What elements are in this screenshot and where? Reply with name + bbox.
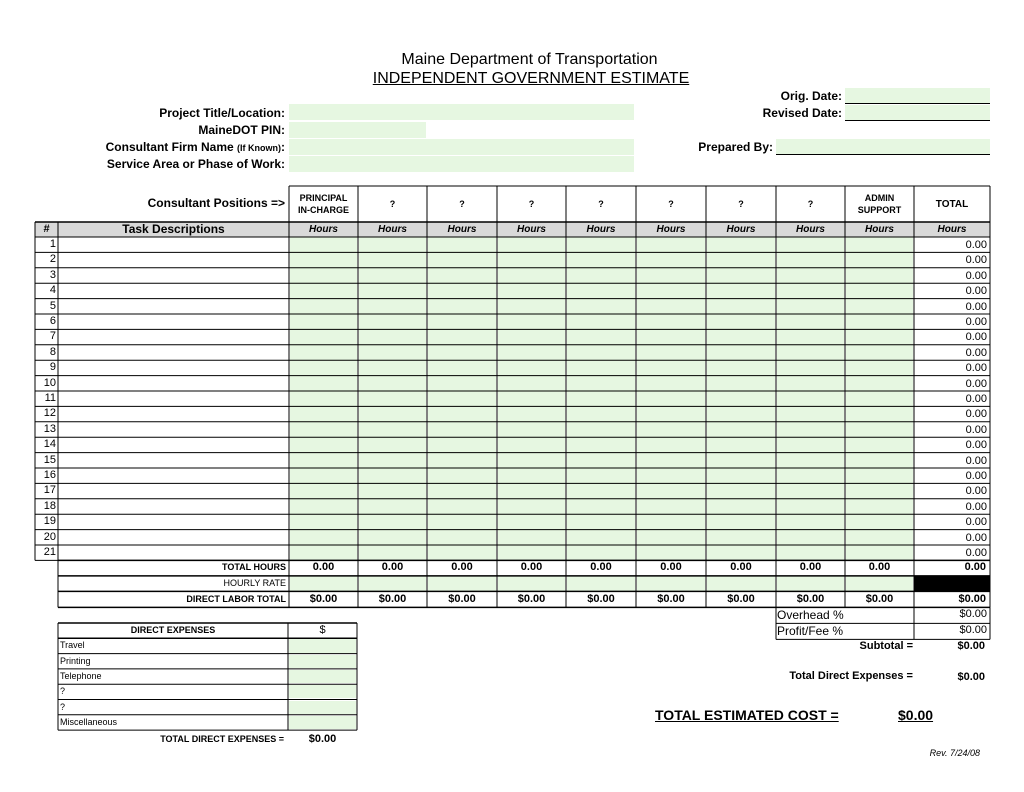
- position-header: ?: [389, 199, 396, 209]
- direct-labor-value: $0.00: [448, 593, 476, 606]
- firm-name-label: Consultant Firm Name (If Known):: [105, 140, 285, 154]
- direct-labor-value: $0.00: [796, 593, 825, 606]
- row-total: 0.00: [965, 377, 987, 390]
- total-hours-label: TOTAL HOURS: [221, 562, 286, 573]
- hours-label: Hours: [937, 224, 967, 235]
- hours-label: Hours: [517, 224, 546, 235]
- profit-fee-label: Profit/Fee %: [777, 624, 844, 638]
- total-estimated-cost-label: TOTAL ESTIMATED COST =: [655, 707, 839, 723]
- row-number: 17: [43, 484, 56, 497]
- direct-labor-value: $0.00: [727, 593, 755, 606]
- revised-date-label: Revised Date:: [762, 106, 842, 120]
- expense-item-label: Travel: [60, 640, 85, 651]
- profit-fee-value: $0.00: [959, 624, 987, 636]
- expense-item-label: Printing: [60, 655, 91, 666]
- row-number: 8: [49, 345, 56, 358]
- direct-labor-value: $0.00: [865, 593, 894, 606]
- prepared-by-label: Prepared By:: [698, 140, 773, 154]
- agency-title: Maine Department of Transportation: [401, 51, 658, 68]
- hours-label: Hours: [447, 224, 477, 235]
- direct-labor-value: $0.00: [958, 593, 986, 606]
- row-total: 0.00: [965, 362, 987, 375]
- row-total: 0.00: [965, 239, 987, 251]
- direct-labor-value: $0.00: [517, 593, 546, 606]
- row-total: 0.00: [965, 285, 987, 298]
- total-direct-expenses-value: $0.00: [957, 671, 985, 683]
- hours-label: Hours: [586, 224, 616, 235]
- row-total: 0.00: [965, 470, 987, 482]
- position-header: ?: [807, 199, 814, 209]
- direct-labor-value: $0.00: [309, 593, 338, 606]
- row-number: 4: [49, 284, 56, 297]
- total-hours-value: 0.00: [730, 561, 752, 574]
- row-total: 0.00: [965, 531, 987, 544]
- row-total: 0.00: [965, 316, 987, 328]
- total-hours-value: 0.00: [312, 561, 335, 574]
- row-number: 19: [43, 515, 56, 528]
- total-direct-expenses-row-value: $0.00: [308, 733, 337, 746]
- row-number: 12: [43, 407, 56, 420]
- hours-label: Hours: [865, 224, 894, 235]
- row-total: 0.00: [965, 393, 987, 405]
- total-hours-value: 0.00: [660, 561, 682, 574]
- total-direct-expenses-row-label: TOTAL DIRECT EXPENSES =: [160, 734, 284, 745]
- row-number: 16: [43, 469, 56, 481]
- expense-item-label: Miscellaneous: [60, 716, 118, 727]
- hours-label: Hours: [309, 224, 338, 235]
- project-title-label: Project Title/Location:: [159, 106, 285, 120]
- total-hours-value: 0.00: [590, 561, 612, 574]
- row-number: 1: [49, 238, 56, 250]
- row-number: 11: [44, 392, 56, 404]
- row-number: 10: [43, 376, 56, 389]
- row-number-header: #: [43, 223, 50, 235]
- row-number: 6: [49, 315, 56, 327]
- service-area-label: Service Area or Phase of Work:: [106, 157, 285, 171]
- total-hours-value: 0.00: [799, 561, 822, 574]
- subtotal-label: Subtotal =: [859, 640, 913, 652]
- row-total: 0.00: [965, 423, 987, 436]
- row-number: 5: [49, 299, 56, 312]
- hours-label: Hours: [726, 224, 756, 235]
- hourly-rate-label: HOURLY RATE: [223, 577, 286, 588]
- expense-item-label: ?: [60, 686, 66, 697]
- total-direct-expenses-label: Total Direct Expenses =: [789, 670, 913, 682]
- revision-note: Rev. 7/24/08: [929, 748, 980, 758]
- direct-labor-value: $0.00: [587, 593, 615, 606]
- document-title: INDEPENDENT GOVERNMENT ESTIMATE: [372, 70, 690, 87]
- row-total: 0.00: [965, 439, 987, 452]
- row-total: 0.00: [965, 500, 987, 513]
- total-hours-value: 0.00: [451, 561, 473, 574]
- position-header: ?: [598, 199, 604, 209]
- row-total: 0.00: [965, 300, 987, 313]
- row-number: 18: [43, 499, 56, 512]
- row-number: 3: [49, 268, 56, 281]
- total-header: TOTAL: [935, 198, 969, 210]
- expense-item-label: Telephone: [60, 670, 102, 681]
- row-number: 2: [49, 253, 56, 266]
- position-header: ?: [528, 199, 535, 209]
- task-descriptions-header: Task Descriptions: [122, 222, 225, 236]
- row-number: 9: [49, 361, 56, 374]
- row-total: 0.00: [965, 408, 987, 421]
- direct-labor-value: $0.00: [378, 593, 407, 606]
- row-total: 0.00: [965, 331, 987, 344]
- row-number: 20: [43, 530, 56, 543]
- row-total: 0.00: [965, 269, 987, 282]
- pin-label: MaineDOT PIN:: [198, 123, 285, 137]
- expense-item-label: ?: [60, 701, 66, 712]
- row-number: 13: [43, 422, 56, 435]
- row-total: 0.00: [965, 516, 987, 529]
- total-hours-value: 0.00: [381, 561, 404, 574]
- total-hours-value: 0.00: [964, 561, 986, 574]
- position-header: ADMIN SUPPORT: [857, 193, 902, 215]
- orig-date-label: Orig. Date:: [780, 89, 842, 103]
- overhead-label: Overhead %: [777, 608, 844, 622]
- hours-label: Hours: [378, 224, 407, 235]
- position-header: ?: [459, 199, 465, 209]
- overhead-value: $0.00: [959, 608, 987, 620]
- row-total: 0.00: [965, 254, 987, 267]
- row-number: 14: [43, 438, 56, 451]
- row-number: 21: [43, 546, 56, 558]
- hours-label: Hours: [656, 224, 686, 235]
- total-hours-value: 0.00: [868, 561, 891, 574]
- position-header: ?: [738, 199, 744, 209]
- direct-labor-total-label: DIRECT LABOR TOTAL: [186, 594, 286, 605]
- position-header: PRINCIPAL IN-CHARGE: [298, 193, 349, 215]
- row-number: 15: [43, 453, 56, 466]
- row-total: 0.00: [965, 547, 987, 559]
- expense-currency-header: $: [319, 624, 326, 636]
- hours-label: Hours: [796, 224, 825, 235]
- subtotal-value: $0.00: [957, 640, 985, 652]
- row-total: 0.00: [965, 485, 987, 498]
- total-estimated-cost-value: $0.00: [898, 707, 934, 723]
- direct-labor-value: $0.00: [657, 593, 685, 606]
- row-total: 0.00: [965, 346, 987, 359]
- consultant-positions-label: Consultant Positions =>: [147, 196, 285, 210]
- row-number: 7: [49, 330, 56, 343]
- row-total: 0.00: [965, 454, 987, 467]
- direct-expenses-header: DIRECT EXPENSES: [130, 625, 216, 635]
- position-header: ?: [668, 199, 674, 209]
- total-hours-value: 0.00: [520, 561, 543, 574]
